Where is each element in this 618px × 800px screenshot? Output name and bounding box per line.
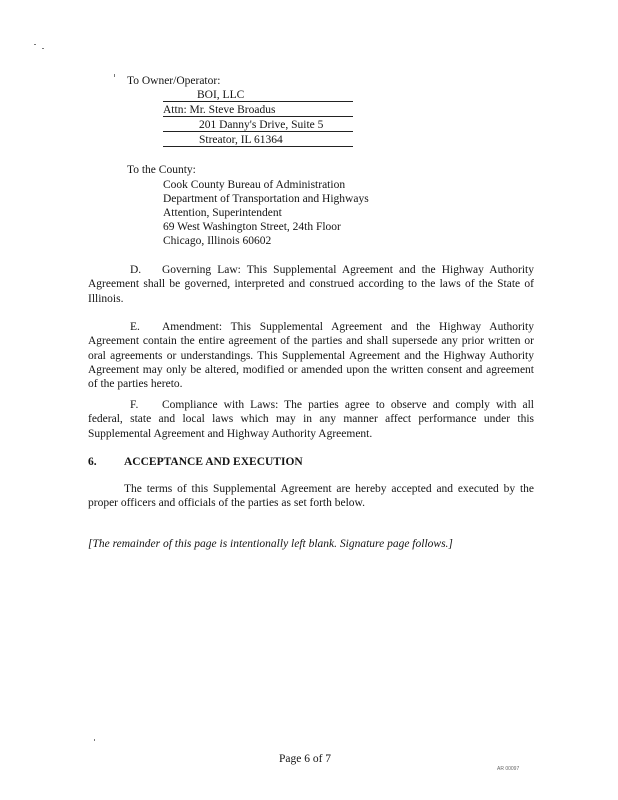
acceptance-paragraph [88,482,534,511]
owner-company: BOI, LLC [197,89,245,101]
owner-label: To Owner/Operator: [127,75,221,87]
owner-address2-line [163,133,353,147]
scan-speck [114,74,115,77]
county-label: To the County: [127,164,196,176]
section-e-paragraph [88,320,534,391]
section-f-text: Compliance with Laws: The parties agree to observe and comply with all federal, state and local laws which may in any manner affect performance under this Supplemental Agreement and Highway Authority Agreement. [88,399,534,440]
section-f-paragraph [88,398,534,441]
bates-stamp: AR 00097 [497,766,520,772]
county-line: Department of Transportation and Highways [163,193,369,205]
heading-number: 6. [88,456,97,468]
scan-speck [34,44,36,45]
section-f-letter: F. [130,399,139,411]
remainder-note: [The remainder of this page is intentionally left blank. Signature page follows.] [88,538,453,550]
heading-title: ACCEPTANCE AND EXECUTION [124,456,303,468]
section-e-letter: E. [130,321,140,333]
scan-speck [42,48,44,49]
section-d-text: Governing Law: This Supplemental Agreement and the Highway Authority Agreement shall be governed, interpreted and construed according to the laws of the State of Illinois. [88,264,534,305]
scan-speck [94,739,95,741]
section-d-paragraph [88,263,534,306]
owner-company-line [163,88,353,102]
owner-address1: 201 Danny's Drive, Suite 5 [199,119,324,131]
section-heading [88,455,303,469]
section-e-text: Amendment: This Supplemental Agreement and the Highway Authority Agreement contain the entire agreement of the parties and shall supersede any prior written or oral agreements or understandings. This Supplemental Agreement and the Highway Authority Agreement may only be altered, modified or amended upon the written consent and agreement of the parties hereto. [88,321,534,391]
county-line: 69 West Washington Street, 24th Floor [163,221,341,233]
owner-address1-line [163,118,353,132]
county-line: Cook County Bureau of Administration [163,179,346,191]
owner-address2: Streator, IL 61364 [199,134,283,146]
section-d-letter: D. [130,264,142,276]
owner-attn-line [163,103,353,117]
county-line: Chicago, Illinois 60602 [163,235,272,247]
acceptance-text: The terms of this Supplemental Agreement are hereby accepted and executed by the proper officers and officials of the parties as set forth below. [88,483,534,510]
page-number: Page 6 of 7 [279,753,332,765]
county-line: Attention, Superintendent [163,207,282,219]
owner-attn: Attn: Mr. Steve Broadus [163,104,353,117]
